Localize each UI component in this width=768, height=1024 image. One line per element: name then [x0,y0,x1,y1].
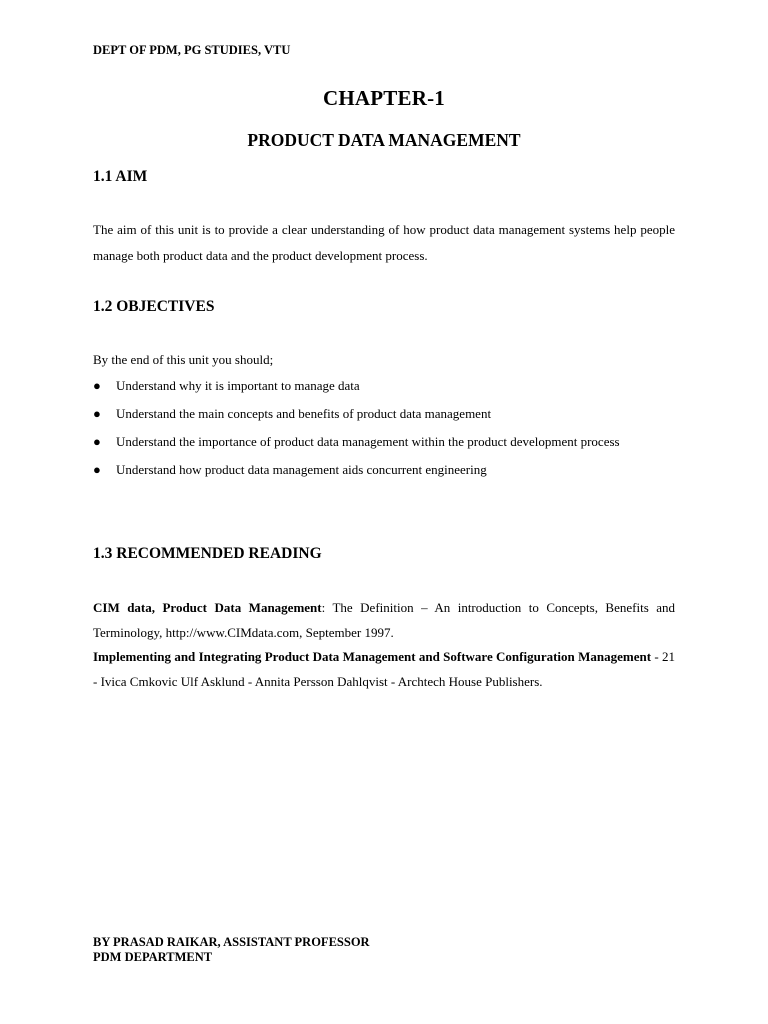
reference-1 [93,596,675,645]
footer-department: PDM DEPARTMENT [93,950,213,964]
page-footer [93,935,370,965]
footer-author: BY PRASAD RAIKAR, ASSISTANT PROFESSOR [93,935,370,949]
objective-item [93,429,675,455]
bullet-icon: ● [93,406,101,421]
objective-text: Understand why it is important to manage data [116,378,360,393]
objective-text: Understand the importance of product data management within the product development process [116,434,620,449]
objective-text: Understand the main concepts and benefits of product data management [116,406,492,421]
bullet-icon: ● [93,378,101,393]
page-header: DEPT OF PDM, PG STUDIES, VTU [93,43,291,57]
reading-heading: 1.3 RECOMMENDED READING [93,545,322,562]
reference-2-details: - 21 - Ivica Cmkovic Ulf Asklund - Annita Persson Dahlqvist - Archtech House Publishers. [93,649,675,689]
objective-item [93,457,675,483]
objective-item [93,401,675,427]
reference-2-title: Implementing and Integrating Product Data Management and Software Configuration Management [93,649,652,664]
chapter-subtitle: PRODUCT DATA MANAGEMENT [247,130,521,150]
bullet-icon: ● [93,434,101,449]
objective-text: Understand how product data management aids concurrent engineering [116,462,487,477]
bullet-icon: ● [93,462,101,477]
reference-2 [93,645,675,694]
aim-heading: 1.1 AIM [93,168,148,185]
objectives-heading: 1.2 OBJECTIVES [93,298,215,315]
chapter-title: CHAPTER-1 [323,86,445,110]
objectives-list [93,373,675,485]
objective-item [93,373,675,399]
reference-1-details: : The Definition – An introduction to Concepts, Benefits and Terminology, http://www.CIMdata.com, September 1997. [93,600,675,640]
aim-paragraph: The aim of this unit is to provide a clear understanding of how product data management systems help people manage both product data and the product development process. [93,222,675,263]
objectives-intro: By the end of this unit you should; [93,352,274,367]
reference-1-title: CIM data, Product Data Management [93,600,322,615]
